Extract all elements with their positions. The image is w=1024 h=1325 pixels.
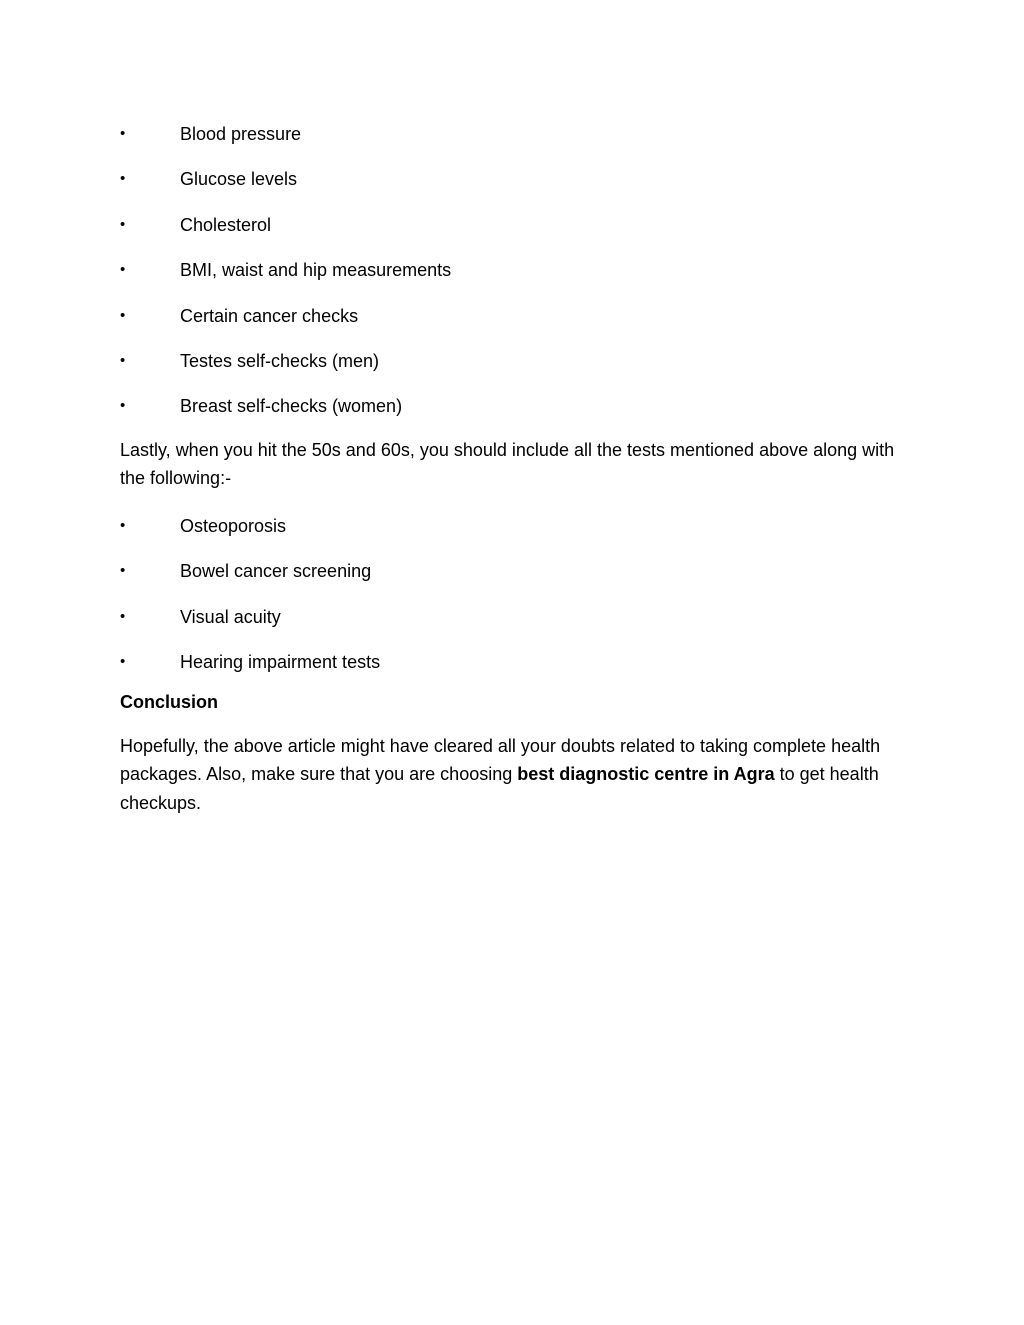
conclusion-text-start: Hopefully, the above article might have cleared all your doubts related to taking complete health packages. Also, make sure that you are choosing <box>120 735 881 785</box>
list-item-text: BMI, waist and hip measurements <box>180 260 452 281</box>
screening-list-fifties-sixties <box>120 510 900 686</box>
list-item <box>120 300 900 345</box>
bullet-icon: • <box>120 607 126 625</box>
lastly-paragraph: Lastly, when you hit the 50s and 60s, you should include all the tests mentioned above along with the following:- <box>120 439 895 489</box>
list-item-text: Blood pressure <box>180 124 302 144</box>
list-item <box>120 646 900 686</box>
list-item <box>120 510 900 555</box>
list-item-text: Testes self-checks (men) <box>180 350 380 371</box>
bullet-icon: • <box>120 562 126 580</box>
list-item <box>120 254 900 299</box>
list-item <box>120 209 900 254</box>
list-item <box>120 390 900 435</box>
list-item-text: Glucose levels <box>180 169 298 190</box>
bullet-icon: • <box>120 261 126 279</box>
list-item-text: Bowel cancer screening <box>180 561 372 582</box>
list-item <box>120 601 900 646</box>
list-item-text: Breast self-checks (women) <box>180 396 403 417</box>
list-item-text: Osteoporosis <box>180 515 287 536</box>
bullet-icon: • <box>120 351 126 369</box>
bullet-icon: • <box>120 215 126 233</box>
conclusion-text-end: to get health checkups. <box>120 764 879 813</box>
bullet-icon: • <box>120 397 126 415</box>
list-item-text: Cholesterol <box>180 214 272 235</box>
bullet-icon: • <box>120 652 126 670</box>
bullet-icon: • <box>120 306 126 324</box>
bullet-icon: • <box>120 125 126 142</box>
bullet-icon: • <box>120 516 126 534</box>
screening-list-general <box>120 118 900 436</box>
list-item <box>120 163 900 208</box>
conclusion-paragraph <box>120 732 900 818</box>
list-item <box>120 555 900 600</box>
list-item-text: Visual acuity <box>180 606 281 627</box>
list-item-text: Hearing impairment tests <box>180 651 381 672</box>
conclusion-bold-phrase: best diagnostic centre in Agra <box>517 764 775 785</box>
document-content <box>120 118 900 817</box>
list-item <box>120 345 900 390</box>
conclusion-heading: Conclusion <box>120 691 218 712</box>
list-item <box>120 118 900 163</box>
bullet-icon: • <box>120 170 126 188</box>
list-item-text: Certain cancer checks <box>180 305 359 326</box>
